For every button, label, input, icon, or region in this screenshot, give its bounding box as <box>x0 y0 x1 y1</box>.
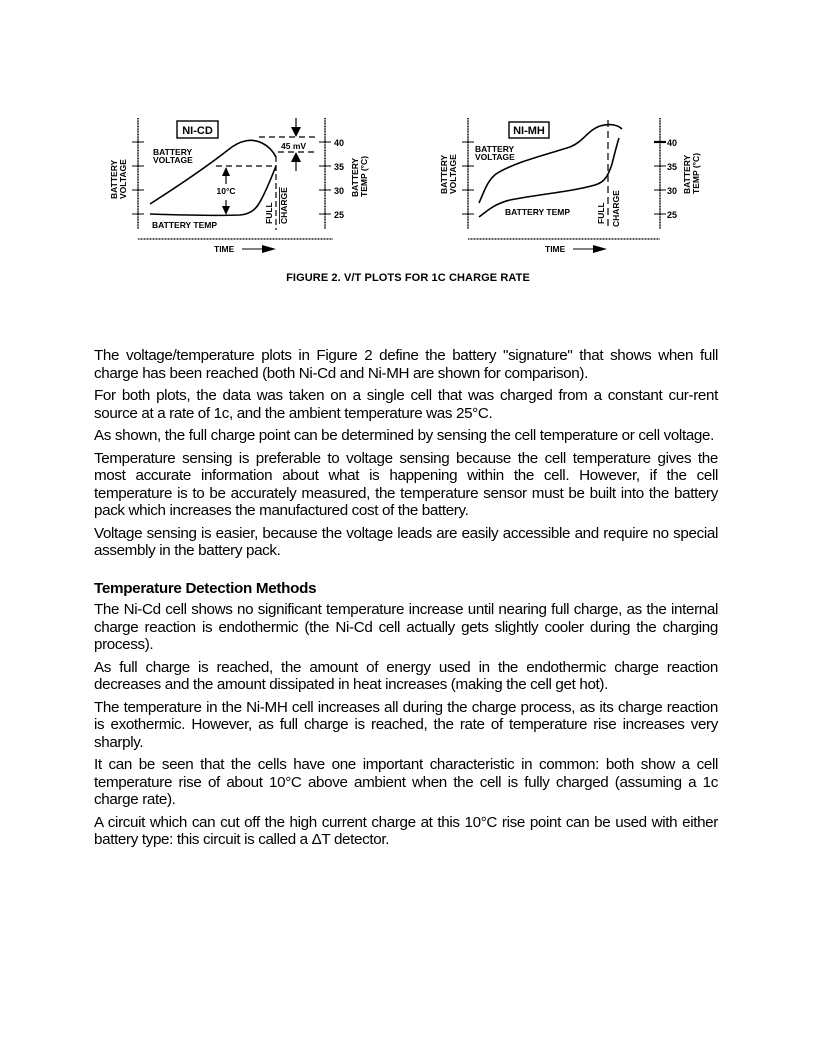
nicd-charge-label: CHARGE <box>279 187 289 224</box>
nicd-temp-curve <box>150 166 276 215</box>
nicd-tick-30: 30 <box>334 186 345 196</box>
vt-plots <box>0 0 816 270</box>
nimh-tick-30: 30 <box>667 186 678 196</box>
nicd-temp-label: BATTERY TEMP <box>152 220 218 230</box>
nimh-left-axis-label-2: VOLTAGE <box>448 154 458 194</box>
nicd-delta-t-label: 10°C <box>216 186 236 196</box>
paragraph: The voltage/temperature plots in Figure 2 define the battery "signature" that shows when full charge has been reached (both Ni-Cd and Ni-MH are shown for comparison). <box>94 347 718 382</box>
figure-2 <box>0 0 816 300</box>
nimh-voltage-label-2: VOLTAGE <box>475 152 515 162</box>
nicd-panel <box>109 118 369 254</box>
nimh-right-axis-label-2: TEMP (°C) <box>691 152 701 194</box>
nicd-delta-v-label: 45 mV <box>281 141 307 151</box>
nicd-time-arrow-icon <box>262 245 276 253</box>
nicd-left-axis-label-1: BATTERY <box>109 159 119 199</box>
paragraph: As shown, the full charge point can be determined by sensing the cell temperature or cell voltage. <box>94 427 714 444</box>
nimh-full-label: FULL <box>596 202 606 224</box>
nimh-left-axis-label-1: BATTERY <box>439 154 449 194</box>
nicd-title: NI-CD <box>182 125 213 137</box>
paragraph: The temperature in the Ni-MH cell increases all during the charge process, as its charge reaction is exothermic. However, as full charge is reached, the rate of temperature rise increases very sharply. <box>94 698 718 751</box>
nicd-tick-25: 25 <box>334 210 345 220</box>
paragraph: Voltage sensing is easier, because the voltage leads are easily accessible and require no special assembly in the battery pack. <box>94 524 718 559</box>
section-heading: Temperature Detection Methods <box>94 579 317 597</box>
paragraph: A circuit which can cut off the high current charge at this 10°C rise point can be used with either battery type: this circuit is called a ΔT detector. <box>94 813 718 848</box>
nicd-voltage-label-2: VOLTAGE <box>153 155 193 165</box>
nicd-right-axis-label-1: BATTERY <box>350 157 360 197</box>
nimh-title: NI-MH <box>513 125 545 137</box>
nicd-voltage-label-1: BATTERY <box>153 147 193 157</box>
nimh-x-label: TIME <box>545 244 566 254</box>
nimh-panel <box>439 118 701 254</box>
nicd-tick-40: 40 <box>334 138 345 148</box>
nimh-voltage-curve <box>479 125 622 203</box>
nimh-tick-25: 25 <box>667 210 678 220</box>
body-text <box>94 347 718 854</box>
paragraph: It can be seen that the cells have one important characteristic in common: both show a cell temperature rise of about 10°C above ambient when the cell is fully charged (assuming a 1c charge rate). <box>94 756 718 808</box>
nimh-tick-40: 40 <box>667 138 678 148</box>
nimh-tick-35: 35 <box>667 162 678 172</box>
paragraph: As full charge is reached, the amount of energy used in the endothermic charge reaction decreases and the amount dissipated in heat increases (making the cell get hot). <box>94 658 718 693</box>
nimh-charge-label: CHARGE <box>611 190 621 227</box>
paragraph: For both plots, the data was taken on a single cell that was charged from a constant cur-rent source at a rate of 1c, and the ambient temperature was 25°C. <box>94 387 718 422</box>
nimh-temp-label: BATTERY TEMP <box>505 207 571 217</box>
nicd-right-axis-label-2: TEMP (°C) <box>359 155 369 197</box>
nimh-voltage-label-1: BATTERY <box>475 144 515 154</box>
figure-caption: FIGURE 2. V/T PLOTS FOR 1C CHARGE RATE <box>286 272 530 284</box>
nicd-x-label: TIME <box>214 244 235 254</box>
nicd-full-label: FULL <box>264 202 274 224</box>
paragraph: Temperature sensing is preferable to voltage sensing because the cell temperature gives the most accurate information about what is happening within the cell. However, if the cell temperature is to be accurately measured, the temperature sensor must be built into the battery pack which increases the manufactured cost of the battery. <box>94 449 718 519</box>
nimh-right-axis-label-1: BATTERY <box>682 154 692 194</box>
nicd-tick-35: 35 <box>334 162 345 172</box>
paragraph: The Ni-Cd cell shows no significant temperature increase until nearing full charge, as the internal charge reaction is endothermic (the Ni-Cd cell actually gets slightly cooler during the charging process). <box>94 601 718 653</box>
nimh-time-arrow-icon <box>593 245 607 253</box>
nicd-left-axis-label-2: VOLTAGE <box>118 159 128 199</box>
